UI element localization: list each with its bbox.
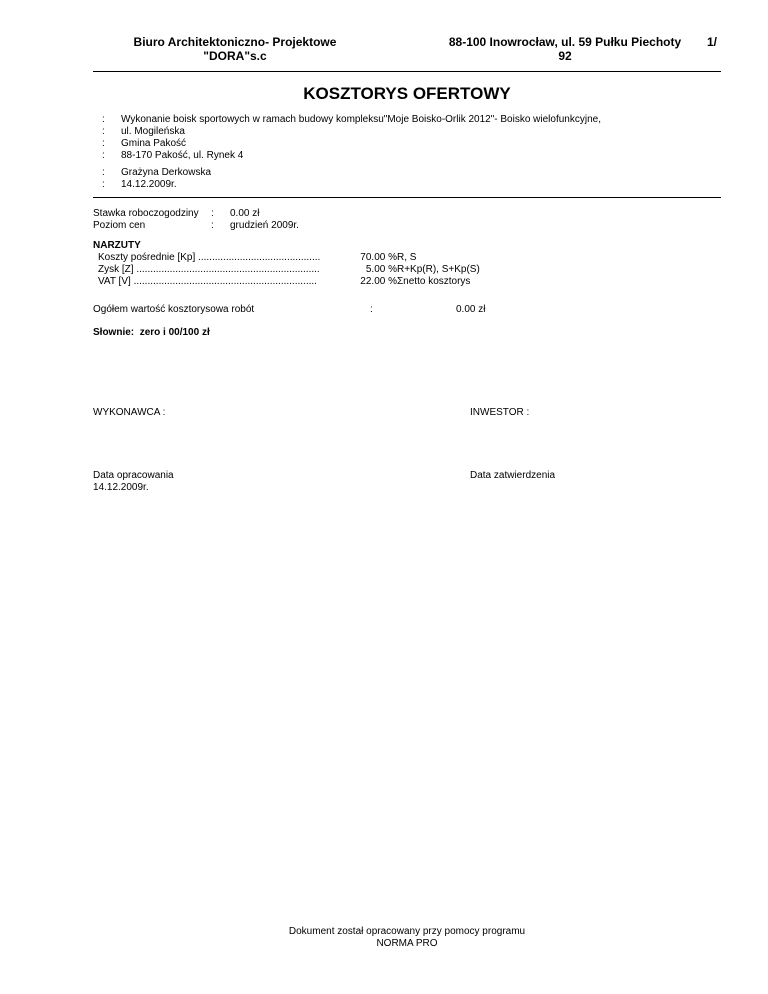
- prepared-block: [93, 470, 174, 494]
- vat-basis: Σnetto kosztorys: [397, 276, 471, 287]
- company-name-line1: Biuro Architektoniczno- Projektowe: [133, 35, 337, 49]
- document-title: KOSZTORYS OFERTOWY: [303, 84, 511, 103]
- total-label: Ogółem wartość kosztorysowa robót: [93, 304, 255, 315]
- footer-line2: NORMA PRO: [376, 938, 438, 949]
- words-value: zero i 00/100 zł: [139, 327, 210, 338]
- contractor-label: WYKONAWCA :: [93, 407, 166, 418]
- company-address-line2: 92: [558, 49, 572, 63]
- profit-value: 5.00 %: [365, 264, 397, 275]
- approved-label: Data zatwierdzenia: [470, 470, 556, 481]
- narzuty-heading: NARZUTY: [93, 240, 141, 251]
- prepared-date: 14.12.2009r.: [93, 482, 149, 493]
- price-level-label: Poziom cen: [93, 220, 146, 231]
- profit-basis: R+Kp(R), S+Kp(S): [397, 264, 480, 275]
- indirect-costs-label: Koszty pośrednie [Kp] ............................................: [98, 252, 321, 263]
- author-name: Grażyna Derkowska: [121, 167, 212, 178]
- author-details: [121, 167, 211, 191]
- narzuty-values: [340, 252, 397, 288]
- narzuty-labels: [98, 252, 320, 288]
- narzuty-basis: [397, 252, 480, 288]
- words-label: Słownie:: [93, 327, 135, 338]
- price-level-value: grudzień 2009r.: [230, 220, 299, 231]
- colon: :: [102, 114, 105, 125]
- page-number: 1/: [707, 35, 718, 49]
- colon: :: [102, 126, 105, 137]
- investor-address: 88-170 Pakość, ul. Rynek 4: [121, 150, 244, 161]
- total-colon: :: [370, 304, 373, 315]
- profit-label: Zysk [Z] ..................................................................: [98, 264, 320, 275]
- colon: :: [102, 179, 105, 190]
- rate-hour-label: Stawka roboczogodziny: [93, 208, 199, 219]
- amount-in-words: [93, 327, 210, 339]
- author-date: 14.12.2009r.: [121, 179, 177, 190]
- investor-label: INWESTOR :: [470, 407, 530, 418]
- rate-hour-value: 0.00 zł: [230, 208, 260, 219]
- prepared-label: Data opracowania: [93, 470, 174, 481]
- investor-name: Gmina Pakość: [121, 138, 187, 149]
- footer: [0, 926, 768, 950]
- colon: :: [102, 138, 105, 149]
- project-name: Wykonanie boisk sportowych w ramach budowy kompleksu"Moje Boisko-Orlik 2012"- Boisko wielofunkcyjne,: [121, 114, 601, 125]
- rate-labels: [93, 208, 199, 232]
- project-details: [121, 114, 601, 162]
- project-colons: [102, 114, 105, 162]
- colon: :: [102, 167, 105, 178]
- section-divider: [93, 197, 721, 198]
- header-divider: [93, 71, 721, 72]
- company-name-line2: "DORA"s.c: [203, 49, 267, 63]
- vat-value: 22.00 %: [360, 276, 397, 287]
- project-street: ul. Mogileńska: [121, 126, 185, 137]
- colon: :: [211, 208, 214, 219]
- indirect-costs-basis: R, S: [397, 252, 417, 263]
- colon: :: [211, 220, 214, 231]
- vat-label: VAT [V] ..................................................................: [98, 276, 317, 287]
- author-colons: [102, 167, 105, 191]
- indirect-costs-value: 70.00 %: [360, 252, 397, 263]
- total-value: 0.00 zł: [456, 304, 486, 315]
- footer-line1: Dokument został opracowany przy pomocy programu: [288, 926, 526, 937]
- colon: :: [102, 150, 105, 161]
- company-address-line1: 88-100 Inowrocław, ul. 59 Pułku Piechoty: [448, 35, 682, 49]
- rate-colons: [211, 208, 214, 232]
- rate-values: [230, 208, 299, 232]
